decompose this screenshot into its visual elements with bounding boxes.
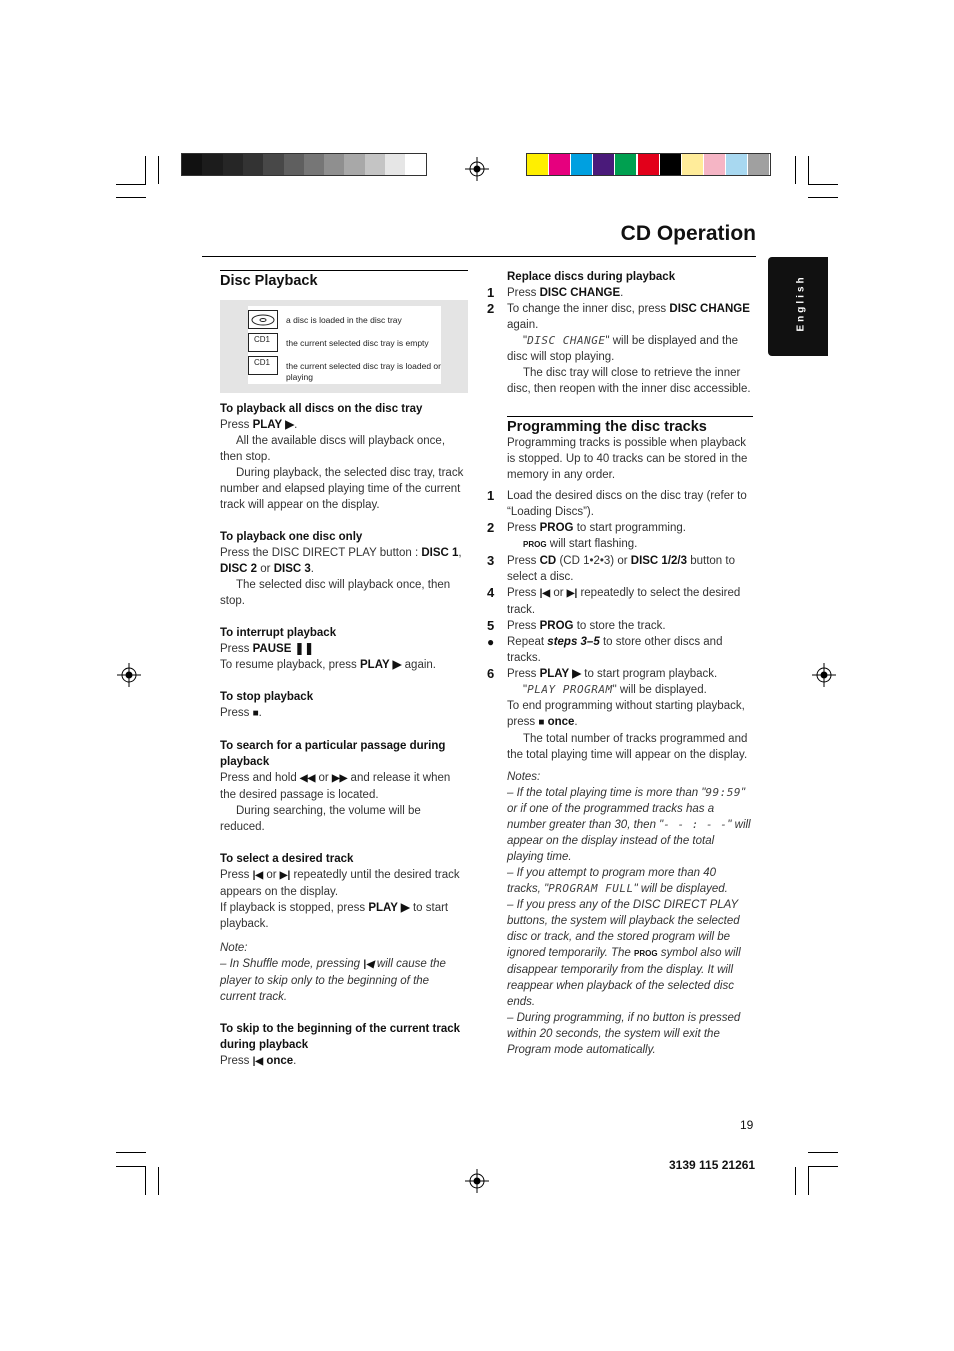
crop-mark [116,1166,146,1167]
legend-panel [248,306,441,384]
subheading: Replace discs during playback [507,271,676,283]
step: 1 Press DISC CHANGE. [487,285,624,300]
paragraph: The disc tray will close to retrieve the inner disc, then reopen with the inner disc accessible. [507,367,751,395]
document-code: 3139 115 21261 [669,1158,756,1172]
crop-mark [808,1166,838,1167]
registration-mark-icon [812,663,836,687]
paragraph: During playback, the selected disc tray, track number and elapsed playing time of the current track will appear on the display. [220,467,464,511]
color-swatch [202,154,223,175]
subheading: To stop playback [220,691,314,703]
instruction: Press PLAY ▶. [220,419,298,431]
paragraph: All the available discs will playback once, then stop. [220,435,446,463]
crop-mark [795,156,796,184]
cd1-label: CD1 [254,358,271,367]
note: – If the total playing time is more than "99:59" or if one of the programmed tracks has a number greater than 30, then "- - : - -" will appear on the display instead of the total playing time. [507,786,751,863]
color-swatch [571,154,592,175]
crop-mark [808,1167,809,1195]
color-swatch [284,154,305,175]
step: 6 Press PLAY ▶ to start program playback. [487,666,718,681]
step: 2 To change the inner disc, press DISC CHANGE again. [487,301,750,331]
note-label: Note: [220,942,248,954]
paragraph: During searching, the volume will be reduced. [220,805,421,833]
step: 4 Press |◀ or ▶| repeatedly to select the desired track. [487,585,741,616]
crop-mark [145,156,146,184]
subheading: To select a desired track [220,853,354,865]
next-icon: ▶| [566,588,578,599]
note: – If you attempt to program more than 40 tracks, "PROGRAM FULL" will be displayed. [507,867,728,895]
crop-mark [808,184,838,185]
language-tab-label: English [795,274,807,332]
registration-mark-icon [117,663,141,687]
page-number: 19 [740,1118,754,1132]
color-swatch [304,154,325,175]
right-column [487,269,753,1058]
color-swatch [243,154,264,175]
cd1-loaded-icon [248,356,278,375]
left-column-body [220,401,468,1070]
instruction: Press the DISC DIRECT PLAY button : DISC 1, DISC 2 or DISC 3. [220,547,462,575]
crop-mark [158,1167,159,1195]
step: 2 Press PROG to start programming. [487,520,686,535]
subheading: To playback all discs on the disc tray [220,403,423,415]
lcd-text: DISC CHANGE [527,334,606,347]
step: 1 Load the desired discs on the disc tray (refer to “Loading Discs”). [487,488,747,518]
color-swatch [223,154,244,175]
color-swatch [263,154,284,175]
color-swatch [344,154,365,175]
step: 5 Press PROG to store the track. [487,618,666,633]
color-swatch [682,154,703,175]
notes-label: Notes: [507,771,541,783]
paragraph: "PLAY PROGRAM" will be displayed. [523,683,707,696]
color-swatch [593,154,614,175]
cd1-label: CD1 [254,335,271,344]
legend-text: a disc is loaded in the disc tray [286,315,402,325]
disc-status-legend [220,300,468,393]
previous-icon: |◀ [539,588,551,599]
color-swatch [726,154,747,175]
color-swatch [527,154,548,175]
crop-mark [116,197,146,198]
crop-mark [116,1152,146,1153]
note: – During programming, if no button is pressed within 20 seconds, the system will exit the Program mode automatically. [507,1012,741,1056]
instruction: Press and hold ◀◀ or ▶▶ and release it when the desired passage is located. [220,772,451,801]
color-swatch [182,154,203,175]
note: – If you press any of the DISC DIRECT PLAY buttons, the system will playback the selected disc or track, and the stored program will be ignored temporarily. The PROG symbol also will disappear temporarily from the display. It will reappear when playback of the selected disc ends. [507,899,741,1008]
disc-playback-heading: Disc Playback [220,270,468,289]
disc-tray-icon [248,310,278,329]
instruction: Press |◀ once. [220,1055,297,1067]
color-swatch [748,154,769,175]
instruction: Press ■. [220,707,262,719]
paragraph: To end programming without starting playback, press ■ once. [507,700,745,728]
color-swatch [660,154,681,175]
step: 3 Press CD (CD 1•2•3) or DISC 1/2/3 button to select a disc. [487,553,735,583]
paragraph: The total number of tracks programmed and the total playing time will appear on the display. [507,733,748,761]
note: – In Shuffle mode, pressing |◀ will cause the player to skip only to the beginning of the current track. [220,958,446,1003]
previous-icon: |◀ [252,1056,264,1067]
language-tab [768,257,828,356]
registration-mark-icon [465,157,489,181]
crop-mark [145,1167,146,1195]
paragraph: Programming tracks is possible when playback is stopped. Up to 40 tracks can be stored in the memory in any order. [507,437,748,481]
paragraph: "DISC CHANGE" will be displayed and the disc will stop playing. [507,334,739,363]
crop-mark [808,156,809,184]
rewind-icon: ◀◀ [299,773,316,784]
color-swatch [324,154,345,175]
stop-icon: ■ [252,708,259,719]
color-swatch [405,154,426,175]
color-swatch [385,154,406,175]
subheading: To playback one disc only [220,531,363,543]
legend-text: the current selected disc tray is loaded or playing [286,361,441,382]
legend-text: the current selected disc tray is empty [286,338,429,348]
paragraph: PROG will start flashing. [523,538,638,550]
lcd-text: PLAY PROGRAM [527,683,613,696]
programming-heading: Programming the disc tracks [507,416,753,435]
previous-icon: |◀ [252,870,264,881]
registration-mark-icon [465,1169,489,1193]
title-rule [202,256,756,257]
page-title: CD Operation [620,222,756,245]
crop-mark [158,156,159,184]
instruction: Press PAUSE ❚❚ [220,643,314,655]
color-swatch [365,154,386,175]
color-swatch [549,154,570,175]
left-column [220,270,468,289]
instruction: Press |◀ or ▶| repeatedly until the desired track appears on the display. [220,869,460,898]
cd1-empty-icon [248,333,278,352]
paragraph: The selected disc will playback once, then stop. [220,579,451,607]
crop-mark [795,1167,796,1195]
previous-icon: |◀ [363,959,374,970]
fast-forward-icon: ▶▶ [331,773,348,784]
crop-mark [808,197,838,198]
instruction: To resume playback, press PLAY ▶ again. [220,659,436,671]
color-swatch [615,154,636,175]
instruction: If playback is stopped, press PLAY ▶ to start playback. [220,902,449,930]
subheading: To interrupt playback [220,627,337,639]
crop-mark [116,184,146,185]
stop-icon: ■ [538,717,545,728]
color-swatch [638,154,659,175]
crop-mark [808,1152,838,1153]
color-swatch [704,154,725,175]
subheading: To skip to the beginning of the current track during playback [220,1023,461,1051]
bullet-step: ● Repeat steps 3–5 to store other discs and tracks. [487,635,723,664]
subheading: To search for a particular passage during playback [220,740,446,768]
next-icon: ▶| [279,870,291,881]
